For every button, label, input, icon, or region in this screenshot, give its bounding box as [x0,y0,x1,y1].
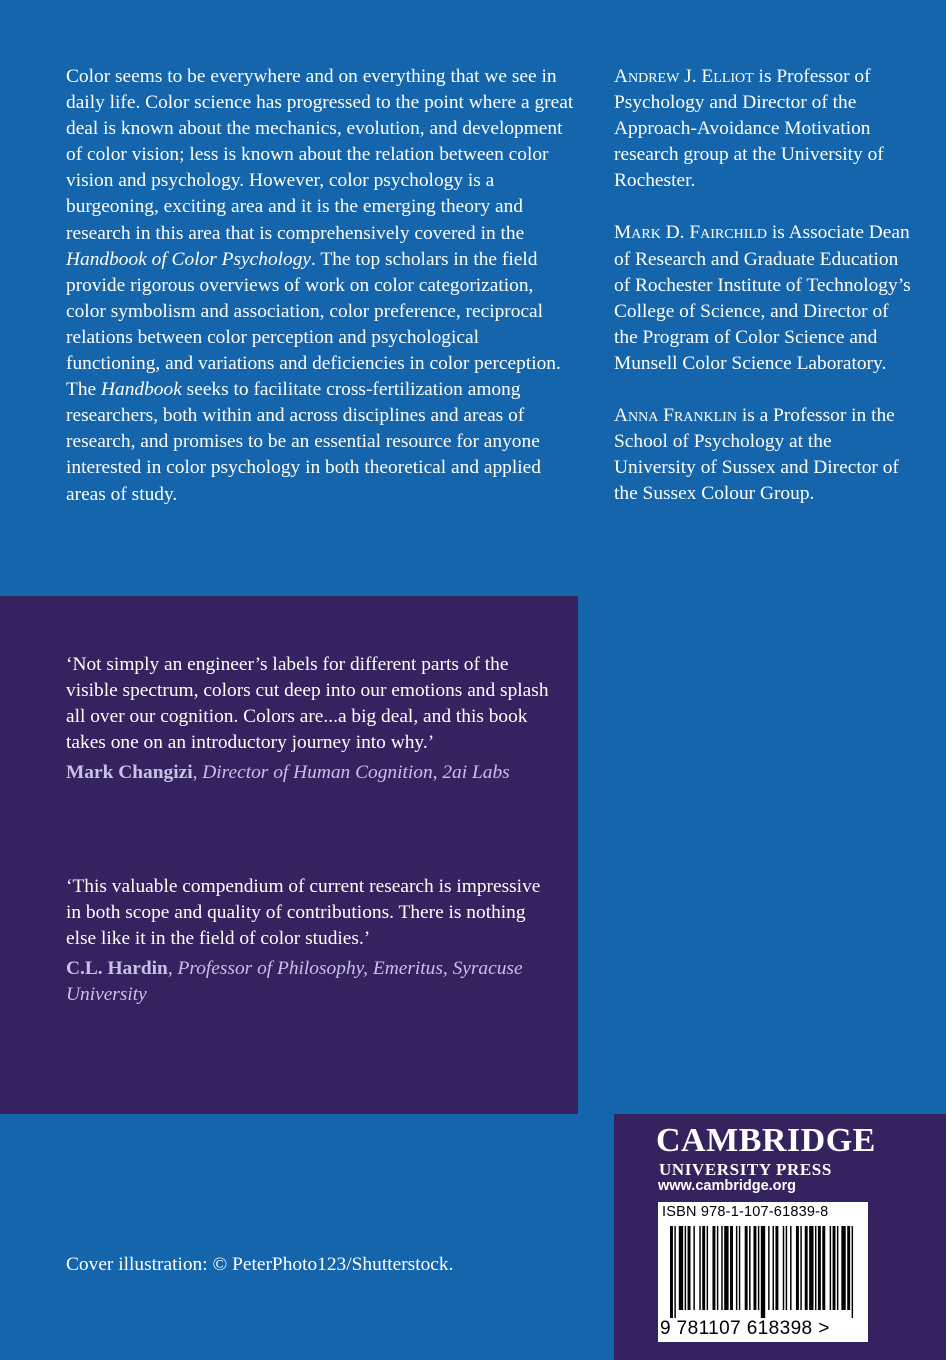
barcode-box [658,1202,868,1342]
author-name: Anna Franklin [614,405,737,427]
author-bio-text: is Associate Dean of Research and Graduate Education of Rochester Institute of Technology’s College of Science, and Director of the Program of Color Science and Munsell Color Science Laboratory. [614,222,911,374]
barcode-bar [749,1226,750,1310]
barcode-bar [730,1226,733,1310]
barcode-bar [773,1226,774,1310]
barcode-icon [670,1226,856,1318]
author-name: Andrew J. Elliot [614,66,754,87]
barcode-bar [674,1226,675,1318]
publisher-url: www.cambridge.org [658,1178,797,1194]
barcode-bar [753,1226,756,1310]
barcode-bar [685,1226,686,1310]
barcode-bar [739,1226,740,1310]
quote-text: ‘Not simply an engineer’s labels for different parts of the visible spectrum, colors cut deep into our emotions and splash all over our cognition. Colors are...a big deal, and this book takes one on an introductory journey into why.’ [66,654,549,754]
barcode-bar [800,1226,801,1310]
barcode-bar [841,1226,845,1310]
quote-attribution [66,956,556,1008]
barcode-bar [847,1226,850,1310]
author-bio-text: is a Professor in the School of Psychology at the University of Sussex and Director of the Sussex Colour Group. [614,405,899,505]
barcode-bar [707,1226,708,1310]
author-bio-elliot [614,64,914,194]
author-bio-text: is Professor of Psychology and Director of the Approach-Avoidance Motivation research group at the University of Rochester. [614,66,884,192]
endorsement-hardin [66,874,556,1008]
endorsement-changizi [66,652,556,786]
author-bio-fairchild [614,220,914,377]
barcode-bar [670,1226,673,1318]
quote-role: , Director of Human Cognition, 2ai Labs [192,762,510,784]
barcode-bar [809,1226,813,1310]
barcode-bar [717,1226,718,1310]
barcode-bar [699,1226,700,1310]
barcode-bar [837,1226,838,1310]
barcode-bar [786,1226,787,1310]
barcode-bar [830,1226,831,1310]
barcode-bar [702,1226,705,1310]
description-part-2: . The top scholars in the field provide rigorous overviews of work on color categorization, color symbolism and association, color preference, reciprocal relations between color perception and psychological functioning, and variations and deficiencies in color perception. The [66,248,561,401]
publisher-name-line1: CAMBRIDGE [656,1122,876,1159]
book-description [66,64,574,508]
barcode-bar [724,1226,728,1310]
description-part-3: seeks to facilitate cross-fertilization among researchers, both within and across disciplines and areas of research, and promises to be an essential resource for anyone interested in color psychology in both theoretical and applied areas of study. [66,379,541,505]
barcode-bar [768,1226,769,1310]
barcode-bar [693,1226,694,1310]
handbook-word: Handbook [101,379,182,401]
barcode-bar [758,1226,759,1310]
barcode-bar [833,1226,836,1310]
isbn-label: ISBN 978-1-107-61839-8 [662,1204,829,1220]
endorsements-panel [0,596,578,1114]
author-bios [614,64,914,533]
barcode-bar [721,1226,722,1310]
quote-attribution [66,760,556,786]
cambridge-logo [656,1122,876,1180]
barcode-bar [805,1226,808,1310]
barcode-bar [818,1226,821,1310]
quote-text: ‘This valuable compendium of current research is impressive in both scope and quality of contributions. There is nothing else like it in the field of color studies.’ [66,876,541,950]
barcode-digits: 9 781107 618398 > [660,1318,830,1339]
barcode-bar [679,1226,683,1310]
barcode-bar [796,1226,799,1310]
barcode-bar [712,1226,715,1310]
publisher-name-line2: UNIVERSITY PRESS [659,1160,832,1179]
quote-author: Mark Changizi [66,762,193,784]
description-part-1: Color seems to be everywhere and on everything that we see in daily life. Color science has progressed to the point where a great deal is known about the mechanics, evolution, and development of color vision; less is known about the relation between color vision and psychology. However, color psychology is a burgeoning, exciting area and it is the emerging theory and research in this area that is comprehensively covered in the [66,66,574,244]
quote-role: , Professor of Philosophy, Emeritus, Syracuse University [66,958,523,1006]
author-name: Mark D. Fairchild [614,222,768,244]
barcode-bar [790,1226,791,1310]
publisher-panel [614,1114,946,1360]
barcode-bar [852,1226,853,1318]
barcode-bar [745,1226,748,1310]
barcode-bar [822,1226,825,1310]
barcode-bar [761,1226,765,1318]
quote-author: C.L. Hardin [66,958,168,980]
barcode-bar [736,1226,737,1310]
author-bio-franklin [614,403,914,507]
barcode-bar [775,1226,778,1310]
barcode-bar [815,1226,816,1310]
cover-credit: Cover illustration: © PeterPhoto123/Shutterstock. [66,1254,454,1275]
barcode-bar [783,1226,784,1310]
book-title: Handbook of Color Psychology [66,248,312,270]
barcode-bar [688,1226,691,1310]
